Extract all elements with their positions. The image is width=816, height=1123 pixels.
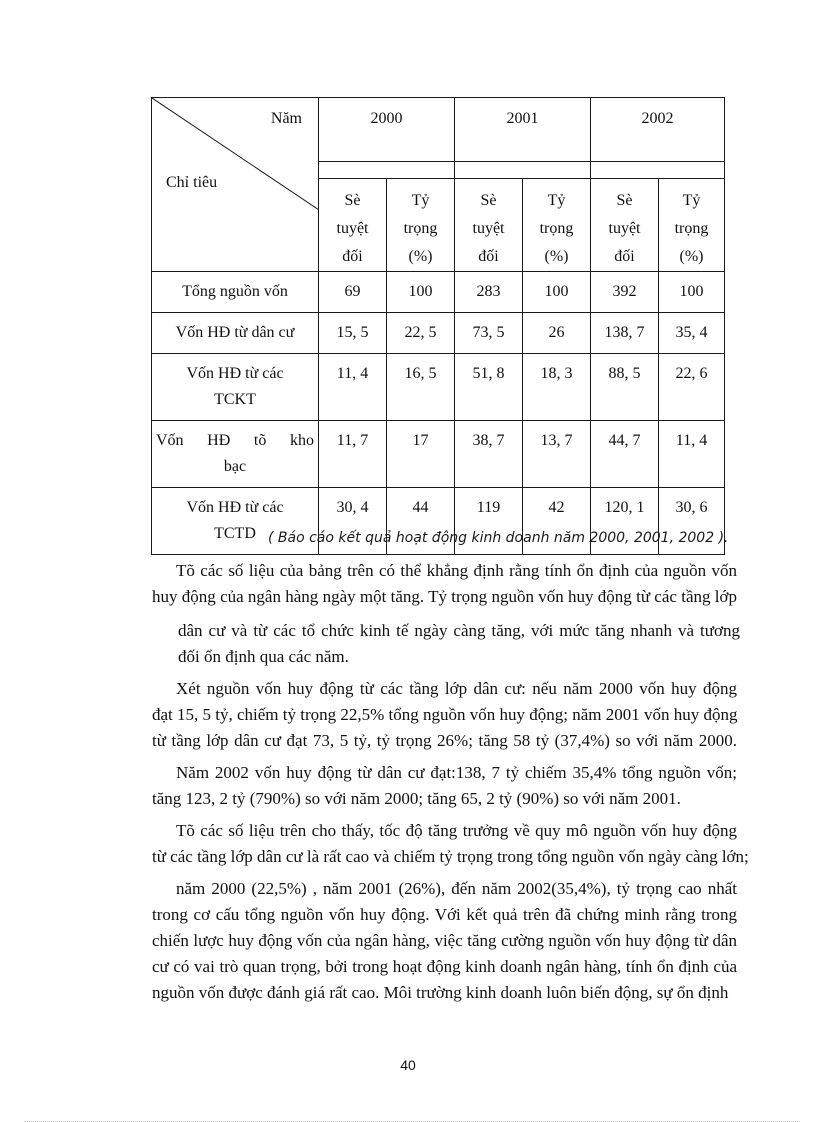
row-label: Tổng nguồn vốn	[152, 272, 319, 313]
cell-value: 30, 4	[319, 488, 387, 555]
subheader-absolute: Sè tuyệt đối	[319, 179, 387, 272]
cell-value: 283	[455, 272, 523, 313]
cell-value: 30, 6	[659, 488, 725, 555]
header-gap	[455, 162, 591, 179]
row-label: Vốn HĐ từ các TCKT	[152, 354, 319, 421]
paragraph: Năm 2002 vốn huy động từ dân cư đạt:138, 7 tỷ chiếm 35,4% tổng nguồn vốn; tăng 123, 2 tỷ (790%) so với năm 2000; tăng 65, 2 tỷ (90%) so với năm 2001.	[152, 763, 737, 808]
paragraph: Tõ các số liệu của bảng trên có thể khẳng định rằng tính ổn định của nguồn vốn huy động của ngân hàng ngày một tăng. Tỷ trọng nguồn vốn huy động từ các tầng lớp	[152, 561, 737, 606]
year-header: 2000	[319, 98, 455, 162]
cell-value: 51, 8	[455, 354, 523, 421]
page-number: 40	[400, 1057, 416, 1073]
cell-value: 26	[523, 313, 591, 354]
row-label: Vốn HĐ tõ kho bạc	[152, 421, 319, 488]
corner-indicator-label: Chỉ tiêu	[166, 174, 218, 191]
cell-value: 44	[387, 488, 455, 555]
cell-value: 100	[387, 272, 455, 313]
cell-value: 69	[319, 272, 387, 313]
cell-value: 35, 4	[659, 313, 725, 354]
table-corner-cell	[152, 98, 319, 272]
cell-value: 100	[523, 272, 591, 313]
subheader-absolute: Sè tuyệt đối	[591, 179, 659, 272]
cell-value: 11, 4	[319, 354, 387, 421]
table-row	[152, 272, 725, 313]
subheader-percent: Tỷ trọng (%)	[659, 179, 725, 272]
cell-value: 120, 1	[591, 488, 659, 555]
page-bottom-divider	[24, 1121, 800, 1122]
cell-value: 44, 7	[591, 421, 659, 488]
table-row	[152, 354, 725, 421]
cell-value: 16, 5	[387, 354, 455, 421]
row-label: Vốn HĐ từ các TCTD	[152, 488, 319, 555]
table-row	[152, 421, 725, 488]
subheader-absolute: Sè tuyệt đối	[455, 179, 523, 272]
year-header: 2001	[455, 98, 591, 162]
cell-value: 18, 3	[523, 354, 591, 421]
cell-value: 22, 6	[659, 354, 725, 421]
cell-value: 119	[455, 488, 523, 555]
paragraph: Xét nguồn vốn huy động từ các tầng lớp dân cư: nếu năm 2000 vốn huy động đạt 15, 5 tỷ, chiếm tỷ trọng 22,5% tổng nguồn vốn huy động; năm 2001 vốn huy động từ tầng lớp dân cư đạt 73, 5 tỷ, tỷ trọng 26%; tăng 58 tỷ (37,4%) so với năm 2000.	[152, 679, 738, 750]
table-caption: ( Báo cáo kết quả hoạt động kinh doanh năm 2000, 2001, 2002 ).	[268, 530, 729, 546]
year-header: 2002	[591, 98, 725, 162]
cell-value: 22, 5	[387, 313, 455, 354]
cell-value: 138, 7	[591, 313, 659, 354]
table-row	[152, 313, 725, 354]
cell-value: 17	[387, 421, 455, 488]
subheader-percent: Tỷ trọng (%)	[387, 179, 455, 272]
header-gap	[319, 162, 455, 179]
cell-value: 392	[591, 272, 659, 313]
header-gap	[591, 162, 725, 179]
cell-value: 11, 4	[659, 421, 725, 488]
cell-value: 38, 7	[455, 421, 523, 488]
cell-value: 73, 5	[455, 313, 523, 354]
cell-value: 42	[523, 488, 591, 555]
paragraph: năm 2000 (22,5%) , năm 2001 (26%), đến năm 2002(35,4%), tỷ trọng cao nhất trong cơ cấu tổng nguồn vốn huy động. Với kết quả trên đã chứng minh rằng trong chiến lược huy động vốn của ngân hàng, việc tăng cường nguồn vốn huy động từ dân cư có vai trò quan trọng, bởi trong hoạt động kinh doanh ngân hàng, tính ổn định của nguồn vốn được đánh giá rất cao. Môi trường kinh doanh luôn biến động, sự ổn định	[152, 879, 737, 1002]
capital-table	[151, 97, 725, 555]
cell-value: 11, 7	[319, 421, 387, 488]
cell-value: 13, 7	[523, 421, 591, 488]
row-label: Vốn HĐ từ dân cư	[152, 313, 319, 354]
cell-value: 88, 5	[591, 354, 659, 421]
cell-value: 15, 5	[319, 313, 387, 354]
paragraph-continued: dân cư và từ các tổ chức kinh tế ngày càng tăng, với mức tăng nhanh và tương đối ổn định qua các năm.	[178, 621, 740, 666]
corner-year-label: Năm	[270, 110, 302, 127]
subheader-percent: Tỷ trọng (%)	[523, 179, 591, 272]
paragraph: Tõ các số liệu trên cho thấy, tốc độ tăng trưởng về quy mô nguồn vốn huy động từ các tầng lớp dân cư là rất cao và chiếm tỷ trọng trong tổng nguồn vốn ngày càng lớn;	[152, 821, 749, 866]
cell-value: 100	[659, 272, 725, 313]
